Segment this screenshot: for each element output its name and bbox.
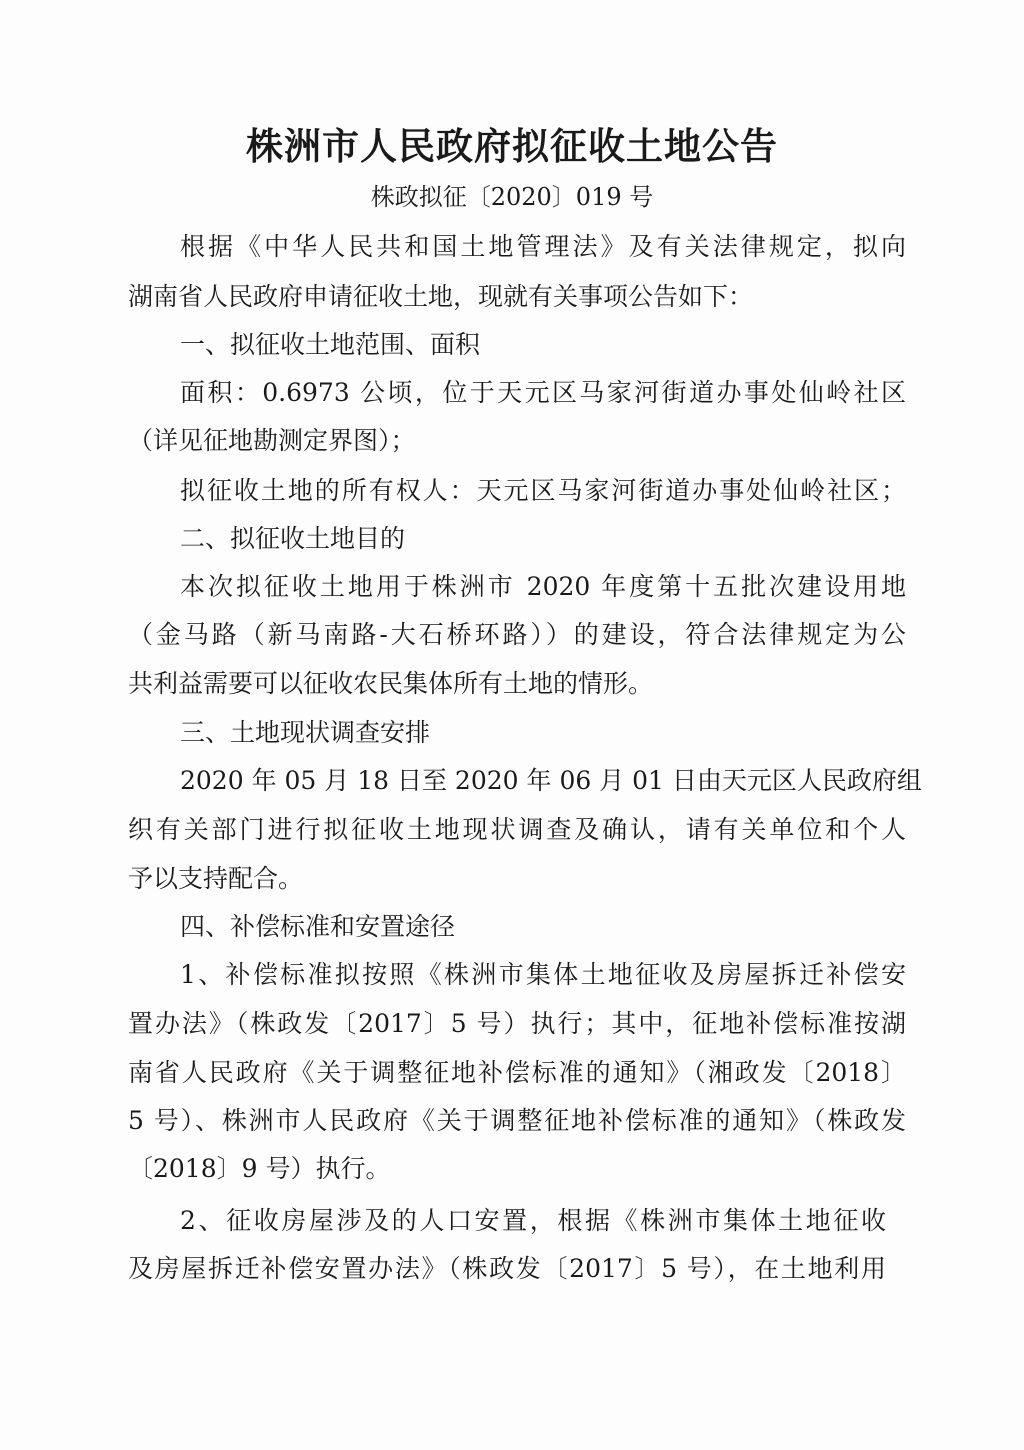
paragraph-line: （详见征地勘测定界图）； (128, 426, 416, 455)
document-number: 株政拟征〔2020〕019 号 (370, 183, 654, 211)
paragraph-line: 〔2018〕9 号）执行。 (128, 1154, 391, 1183)
paragraph-line: 2、征收房屋涉及的人口安置，根据《株洲市集体土地征收 (180, 1206, 886, 1235)
section-heading: 三、土地现状调查安排 (180, 718, 431, 747)
paragraph-line: 1、补偿标准拟按照《株洲市集体土地征收及房屋拆迁补偿安 (180, 960, 906, 989)
paragraph-line: 面积：0.6973 公顷，位于天元区马家河街道办事处仙岭社区 (180, 378, 906, 407)
paragraph-line: 5 号）、株洲市人民政府《关于调整征地补偿标准的通知》（株政发 (128, 1106, 906, 1135)
paragraph-line: 及房屋拆迁补偿安置办法》（株政发〔2017〕5 号），在土地利用 (128, 1254, 886, 1283)
section-heading: 二、拟征收土地目的 (180, 524, 406, 553)
paragraph-line: 湖南省人民政府申请征收土地，现就有关事项公告如下： (128, 282, 754, 311)
paragraph-line: 拟征收土地的所有权人：天元区马家河街道办事处仙岭社区； (180, 476, 906, 505)
paragraph-line: 南省人民政府《关于调整征地补偿标准的通知》（湘政发〔2018〕 (128, 1058, 906, 1087)
paragraph-line: 共利益需要可以征收农民集体所有土地的情形。 (128, 669, 654, 698)
document-title: 株洲市人民政府拟征收土地公告 (246, 125, 778, 168)
paragraph-line: 置办法》（株政发〔2017〕5 号）执行；其中，征地补偿标准按湖 (128, 1009, 906, 1038)
paragraph-line: （金马路（新马南路-大石桥环路））的建设，符合法律规定为公 (128, 620, 906, 649)
paragraph-line: 2020 年 05 月 18 日至 2020 年 06 月 01 日由天元区人民政府组 (180, 766, 922, 795)
paragraph-line: 本次拟征收土地用于株洲市 2020 年度第十五批次建设用地 (180, 572, 906, 601)
section-heading: 四、补偿标准和安置途径 (180, 912, 456, 941)
paragraph-line: 予以支持配合。 (128, 864, 304, 893)
paragraph-line: 根据《中华人民共和国土地管理法》及有关法律规定，拟向 (180, 232, 906, 261)
paragraph-line: 织有关部门进行拟征收土地现状调查及确认，请有关单位和个人 (128, 815, 906, 844)
section-heading: 一、拟征收土地范围、面积 (180, 330, 481, 359)
